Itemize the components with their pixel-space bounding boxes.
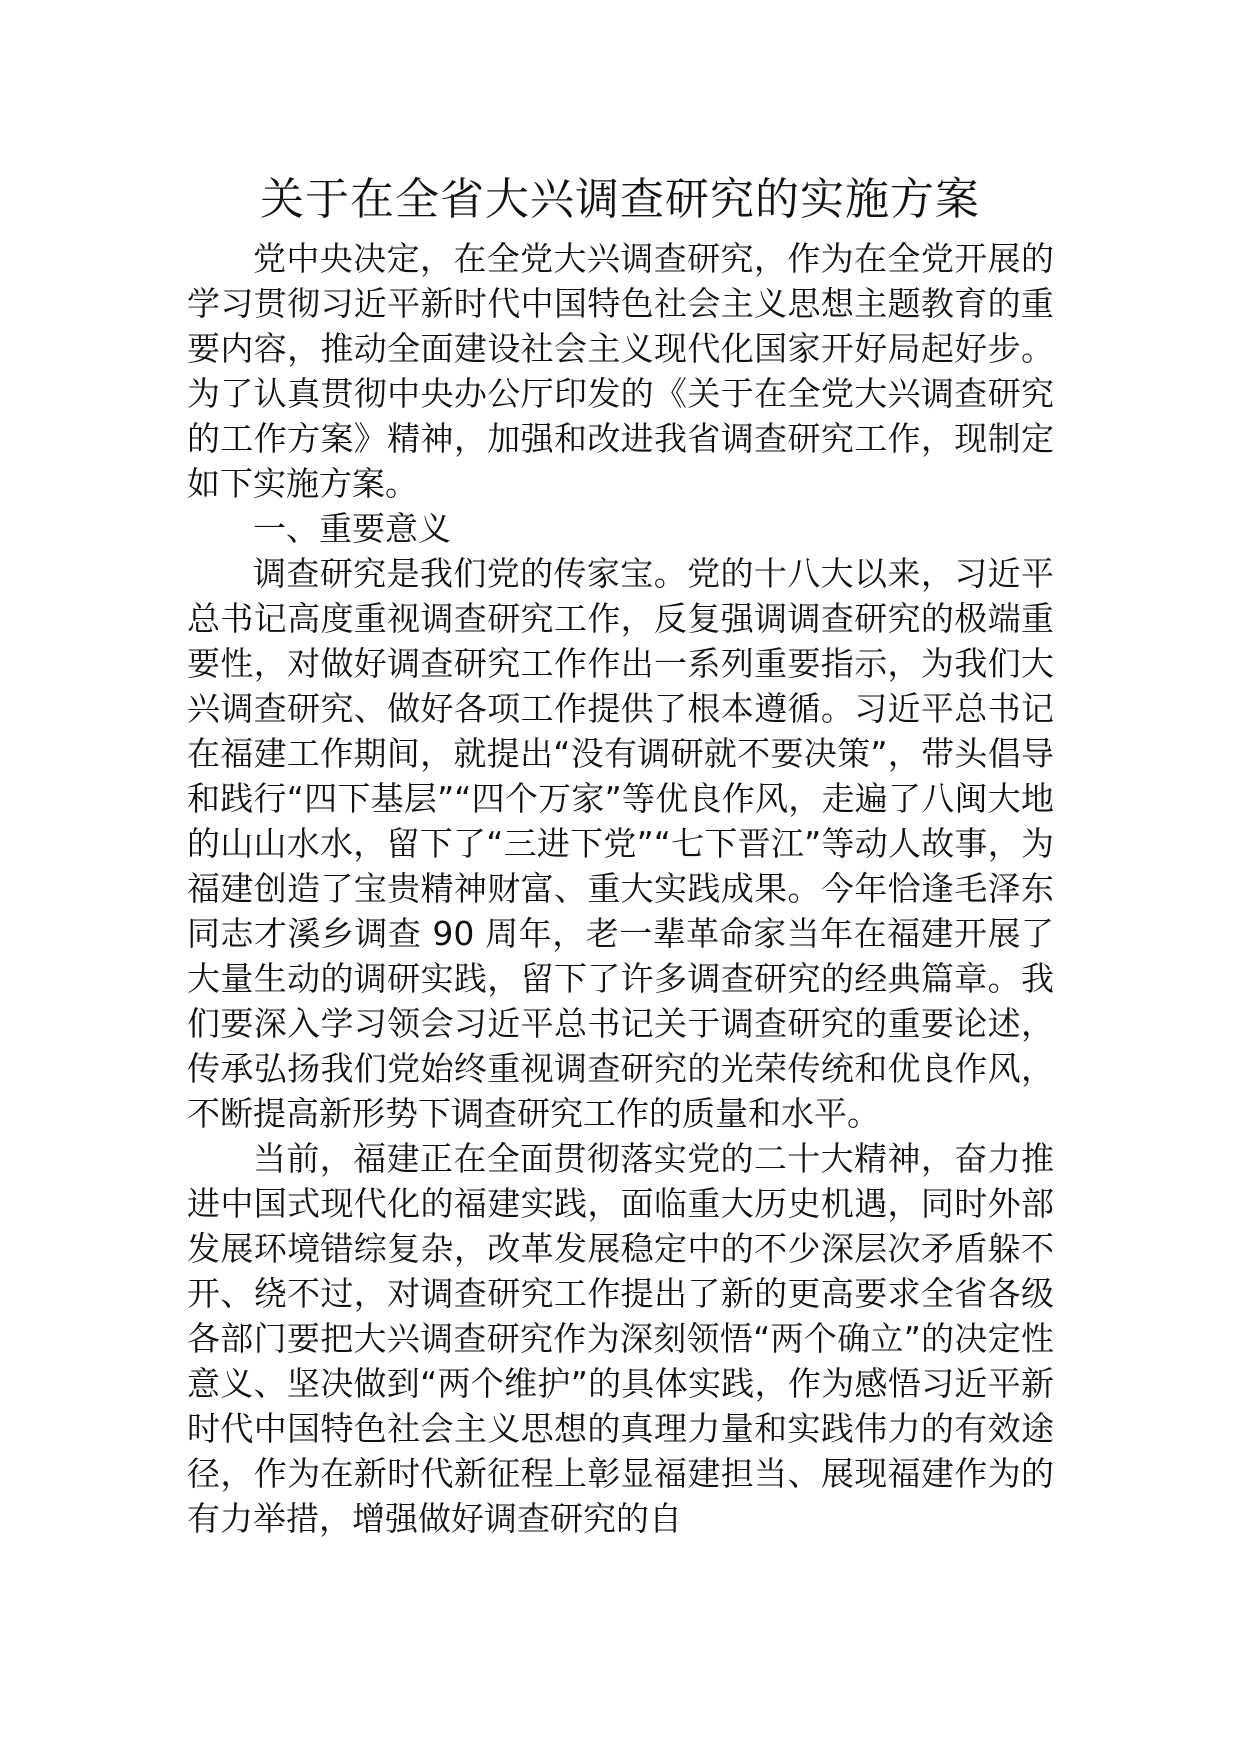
section-heading-1: 一、重要意义: [253, 509, 451, 548]
paragraph-significance-1: 调查研究是我们党的传家宝。党的十八大以来，习近平总书记高度重视调查研究工作，反复强调调查研究的极端重要性，对做好调查研究工作作出一系列重要指示，为我们大兴调查研究、做好各项工作提供了根本遵循。习近平总书记在福建工作期间，就提出“没有调研就不要决策”，带头倡导和践行“四下基层”“四个万家”等优良作风，走遍了八闽大地的山山水水，留下了“三进下党”“七下晋江”等动人故事，为福建创造了宝贵精神财富、重大实践成果。今年恰逢毛泽东同志才溪乡调查 90 周年，老一辈革命家当年在福建开展了大量生动的调研实践，留下了许多调查研究的经典篇章。我们要深入学习领会习近平总书记关于调查研究的重要论述，传承弘扬我们党始终重视调查研究的光荣传统和优良作风，不断提高新形势下调查研究工作的质量和水平。: [187, 554, 1054, 1133]
document-title: 关于在全省大兴调查研究的实施方案: [260, 174, 980, 225]
document-body: [187, 236, 1054, 1541]
paragraph-intro: 党中央决定，在全党大兴调查研究，作为在全党开展的学习贯彻习近平新时代中国特色社会主义思想主题教育的重要内容，推动全面建设社会主义现代化国家开好局起好步。为了认真贯彻中央办公厅印发的《关于在全党大兴调查研究的工作方案》精神，加强和改进我省调查研究工作，现制定如下实施方案。: [187, 239, 1054, 503]
paragraph-significance-2: 当前，福建正在全面贯彻落实党的二十大精神，奋力推进中国式现代化的福建实践，面临重大历史机遇，同时外部发展环境错综复杂，改革发展稳定中的不少深层次矛盾躲不开、绕不过，对调查研究工作提出了新的更高要求全省各级各部门要把大兴调查研究作为深刻领悟“两个确立”的决定性意义、坚决做到“两个维护”的具体实践，作为感悟习近平新时代中国特色社会主义思想的真理力量和实践伟力的有效途径，作为在新时代新征程上彰显福建担当、展现福建作为的有力举措，增强做好调查研究的自: [187, 1139, 1054, 1538]
